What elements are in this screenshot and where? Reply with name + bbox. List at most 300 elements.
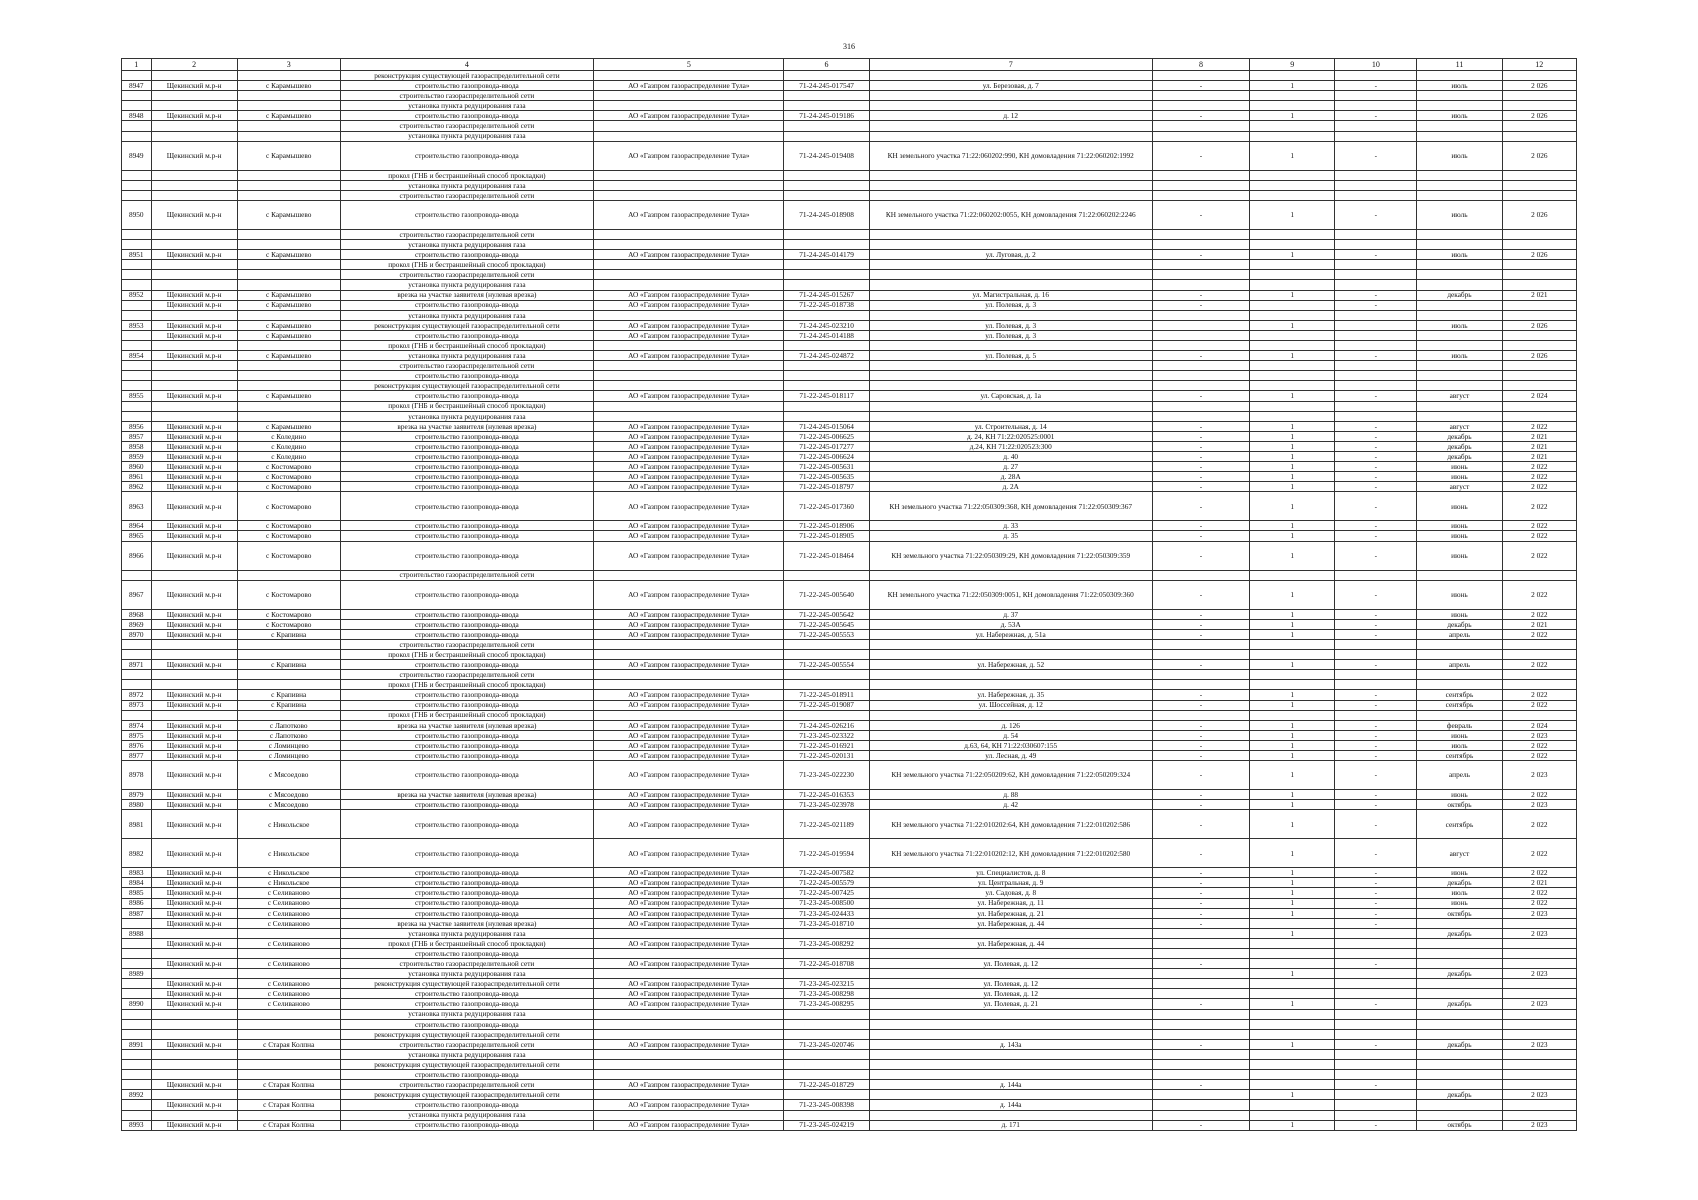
cell-col9: 1 (1250, 200, 1335, 229)
cell-month: февраль (1417, 720, 1502, 730)
cell-row-number: 8962 (122, 482, 152, 492)
cell-col10: - (1335, 800, 1417, 810)
cell-address: ул. Полевая, д. 12 (869, 959, 1152, 969)
cell-organization: АО «Газпром газораспределение Тула» (594, 1100, 784, 1110)
cell-organization: АО «Газпром газораспределение Тула» (594, 290, 784, 300)
cell-address: ул. Набережная, д. 21 (869, 908, 1152, 918)
cell-address: ул. Полевая, д. 12 (869, 979, 1152, 989)
cell-row-number: 8974 (122, 720, 152, 730)
cell-col8 (1152, 190, 1249, 200)
cell-organization (594, 361, 784, 371)
cell-col9: 1 (1250, 878, 1335, 888)
cell-settlement (237, 710, 340, 720)
cell-row-number: 8965 (122, 531, 152, 541)
cell-year (1502, 240, 1576, 250)
cell-month (1417, 71, 1502, 81)
cell-district (151, 280, 237, 290)
cell-settlement: с Карамышево (237, 421, 340, 431)
cell-district: Щекинский м.р-н (151, 472, 237, 482)
cell-month (1417, 1080, 1502, 1090)
cell-month: октябрь (1417, 908, 1502, 918)
cell-col8: - (1152, 452, 1249, 462)
cell-col10 (1335, 938, 1417, 948)
cell-address (869, 1110, 1152, 1120)
cell-application-number: 71-23-245-020746 (784, 1039, 869, 1049)
cell-work-type: строительство газопровода-ввода (340, 441, 594, 451)
cell-col8: - (1152, 300, 1249, 310)
cell-year: 2 022 (1502, 541, 1576, 570)
cell-application-number (784, 639, 869, 649)
cell-month: сентябрь (1417, 750, 1502, 760)
cell-application-number (784, 310, 869, 320)
cell-col8: - (1152, 730, 1249, 740)
cell-district: Щекинский м.р-н (151, 330, 237, 340)
cell-year (1502, 670, 1576, 680)
cell-address: ул. Набережная, д. 44 (869, 938, 1152, 948)
cell-application-number: 71-22-245-005635 (784, 472, 869, 482)
cell-month: август (1417, 839, 1502, 868)
cell-year (1502, 371, 1576, 381)
cell-district: Щекинский м.р-н (151, 300, 237, 310)
table-row (122, 240, 1577, 250)
cell-district: Щекинский м.р-н (151, 482, 237, 492)
cell-application-number (784, 1090, 869, 1100)
cell-settlement: с Костомарово (237, 609, 340, 619)
cell-col9 (1250, 190, 1335, 200)
cell-district (151, 570, 237, 580)
cell-col9 (1250, 270, 1335, 280)
cell-row-number: 8956 (122, 421, 152, 431)
cell-address: ул. Центральная, д. 9 (869, 878, 1152, 888)
cell-work-type: прокол (ГНБ и бестраншейный способ прокладки) (340, 340, 594, 350)
cell-col9 (1250, 1049, 1335, 1059)
cell-col8: - (1152, 492, 1249, 521)
cell-col9: 1 (1250, 720, 1335, 730)
cell-row-number: 8952 (122, 290, 152, 300)
cell-district: Щекинский м.р-н (151, 111, 237, 121)
cell-application-number: 71-24-245-015064 (784, 421, 869, 431)
cell-month (1417, 121, 1502, 131)
cell-district (151, 101, 237, 111)
cell-organization: АО «Газпром газораспределение Тула» (594, 959, 784, 969)
cell-row-number (122, 959, 152, 969)
cell-district (151, 1090, 237, 1100)
cell-col8: - (1152, 790, 1249, 800)
cell-work-type: строительство газопровода-ввода (340, 999, 594, 1009)
cell-work-type: строительство газопровода-ввода (340, 431, 594, 441)
cell-application-number (784, 949, 869, 959)
cell-address (869, 340, 1152, 350)
cell-month: июнь (1417, 868, 1502, 878)
cell-col8 (1152, 928, 1249, 938)
cell-year: 2 021 (1502, 290, 1576, 300)
cell-col8 (1152, 371, 1249, 381)
cell-month: декабрь (1417, 290, 1502, 300)
cell-month: июнь (1417, 730, 1502, 740)
cell-col10: - (1335, 761, 1417, 790)
table-row (122, 280, 1577, 290)
cell-year: 2 021 (1502, 878, 1576, 888)
cell-col10: - (1335, 111, 1417, 121)
cell-application-number (784, 1110, 869, 1120)
cell-col9 (1250, 180, 1335, 190)
cell-col10: - (1335, 472, 1417, 482)
cell-month (1417, 1110, 1502, 1120)
cell-row-number (122, 381, 152, 391)
cell-year: 2 024 (1502, 391, 1576, 401)
cell-organization: АО «Газпром газораспределение Тула» (594, 888, 784, 898)
cell-address (869, 570, 1152, 580)
cell-col10 (1335, 680, 1417, 690)
cell-year (1502, 710, 1576, 720)
cell-col10: - (1335, 660, 1417, 670)
cell-col10: - (1335, 580, 1417, 609)
cell-col8: - (1152, 391, 1249, 401)
cell-organization (594, 1019, 784, 1029)
cell-settlement: с Старая Колпна (237, 1080, 340, 1090)
cell-district: Щекинский м.р-н (151, 790, 237, 800)
table-row (122, 381, 1577, 391)
cell-col8 (1152, 260, 1249, 270)
cell-year (1502, 330, 1576, 340)
cell-row-number: 8959 (122, 452, 152, 462)
cell-settlement: с Костомарово (237, 482, 340, 492)
cell-col8: - (1152, 1039, 1249, 1049)
cell-work-type: прокол (ГНБ и бестраншейный способ прокладки) (340, 680, 594, 690)
cell-organization: АО «Газпром газораспределение Тула» (594, 690, 784, 700)
cell-row-number: 8960 (122, 462, 152, 472)
cell-address: КН земельного участка 71:22:050309:368, КН домовладения 71:22:050309:367 (869, 492, 1152, 521)
cell-organization: АО «Газпром газораспределение Тула» (594, 989, 784, 999)
cell-organization: АО «Газпром газораспределение Тула» (594, 482, 784, 492)
cell-application-number: 71-22-245-006625 (784, 431, 869, 441)
cell-col9 (1250, 361, 1335, 371)
cell-organization (594, 411, 784, 421)
cell-col8 (1152, 1100, 1249, 1110)
cell-col9: 1 (1250, 462, 1335, 472)
cell-application-number (784, 1029, 869, 1039)
cell-year: 2 022 (1502, 472, 1576, 482)
cell-year: 2 026 (1502, 320, 1576, 330)
table-row (122, 888, 1577, 898)
cell-year: 2 026 (1502, 141, 1576, 170)
cell-district: Щекинский м.р-н (151, 492, 237, 521)
cell-year (1502, 938, 1576, 948)
cell-col10: - (1335, 300, 1417, 310)
cell-address (869, 371, 1152, 381)
cell-col8 (1152, 710, 1249, 720)
cell-col8 (1152, 401, 1249, 411)
cell-application-number: 71-22-245-017360 (784, 492, 869, 521)
cell-col8: - (1152, 750, 1249, 760)
cell-col10 (1335, 1029, 1417, 1039)
cell-col10 (1335, 131, 1417, 141)
cell-address (869, 1009, 1152, 1019)
cell-address (869, 401, 1152, 411)
cell-year: 2 022 (1502, 898, 1576, 908)
cell-organization: АО «Газпром газораспределение Тула» (594, 330, 784, 340)
cell-district (151, 180, 237, 190)
cell-month: апрель (1417, 660, 1502, 670)
cell-col9: 1 (1250, 421, 1335, 431)
cell-address (869, 101, 1152, 111)
cell-settlement (237, 639, 340, 649)
cell-col10: - (1335, 908, 1417, 918)
cell-address (869, 170, 1152, 180)
cell-col8 (1152, 1070, 1249, 1080)
cell-application-number: 71-24-245-015267 (784, 290, 869, 300)
cell-address: ул. Полевая, д. 5 (869, 351, 1152, 361)
cell-col9: 1 (1250, 250, 1335, 260)
cell-organization: АО «Газпром газораспределение Тула» (594, 300, 784, 310)
cell-application-number: 71-22-245-016353 (784, 790, 869, 800)
cell-row-number (122, 229, 152, 239)
cell-col10 (1335, 121, 1417, 131)
cell-district: Щекинский м.р-н (151, 938, 237, 948)
cell-col9 (1250, 411, 1335, 421)
cell-application-number: 71-23-245-018710 (784, 918, 869, 928)
cell-address: ул. Полевая, д. 3 (869, 320, 1152, 330)
cell-organization (594, 1009, 784, 1019)
cell-application-number: 71-23-245-008298 (784, 989, 869, 999)
cell-row-number: 8949 (122, 141, 152, 170)
table-row (122, 81, 1577, 91)
cell-district: Щекинский м.р-н (151, 750, 237, 760)
cell-month (1417, 670, 1502, 680)
cell-col10 (1335, 979, 1417, 989)
cell-organization: АО «Газпром газораспределение Тула» (594, 441, 784, 451)
cell-col9 (1250, 71, 1335, 81)
cell-application-number: 71-22-245-016921 (784, 740, 869, 750)
cell-district: Щекинский м.р-н (151, 979, 237, 989)
cell-row-number (122, 71, 152, 81)
cell-col9: 1 (1250, 609, 1335, 619)
cell-col9 (1250, 1100, 1335, 1110)
column-header: 6 (784, 59, 869, 71)
table-row (122, 310, 1577, 320)
cell-col9 (1250, 371, 1335, 381)
cell-row-number (122, 131, 152, 141)
cell-work-type: строительство газопровода-ввода (340, 888, 594, 898)
cell-settlement: с Никольское (237, 839, 340, 868)
cell-address: КН земельного участка 71:22:010202:64, КН домовладения 71:22:010202:586 (869, 810, 1152, 839)
cell-settlement (237, 180, 340, 190)
cell-settlement (237, 949, 340, 959)
cell-col10 (1335, 570, 1417, 580)
cell-work-type: строительство газопровода-ввода (340, 839, 594, 868)
cell-year: 2 023 (1502, 1090, 1576, 1100)
cell-month: июнь (1417, 541, 1502, 570)
cell-col8: - (1152, 700, 1249, 710)
cell-application-number: 71-22-245-020131 (784, 750, 869, 760)
cell-district (151, 340, 237, 350)
cell-year (1502, 1049, 1576, 1059)
cell-address: ул. Полевая, д. 12 (869, 989, 1152, 999)
cell-address: ул. Набережная, д. 51а (869, 629, 1152, 639)
cell-col9: 1 (1250, 839, 1335, 868)
cell-year: 2 022 (1502, 482, 1576, 492)
cell-district (151, 371, 237, 381)
cell-col10: - (1335, 421, 1417, 431)
cell-work-type: установка пункта редуцирования газа (340, 1049, 594, 1059)
cell-address: д. 33 (869, 521, 1152, 531)
cell-district: Щекинский м.р-н (151, 868, 237, 878)
table-row (122, 629, 1577, 639)
cell-row-number (122, 639, 152, 649)
cell-col9 (1250, 989, 1335, 999)
table-row (122, 1120, 1577, 1130)
cell-col10: - (1335, 351, 1417, 361)
cell-address: д. 27 (869, 462, 1152, 472)
cell-year (1502, 170, 1576, 180)
cell-application-number: 71-23-245-022230 (784, 761, 869, 790)
table-row (122, 111, 1577, 121)
cell-address: КН земельного участка 71:22:060202:990, КН домовладения 71:22:060202:1992 (869, 141, 1152, 170)
cell-col9 (1250, 101, 1335, 111)
cell-organization (594, 131, 784, 141)
cell-col8: - (1152, 351, 1249, 361)
cell-col8 (1152, 1019, 1249, 1029)
cell-col8 (1152, 361, 1249, 371)
cell-col8 (1152, 240, 1249, 250)
cell-work-type: установка пункта редуцирования газа (340, 280, 594, 290)
cell-organization: АО «Газпром газораспределение Тула» (594, 250, 784, 260)
cell-month (1417, 381, 1502, 391)
table-row (122, 200, 1577, 229)
cell-year: 2 021 (1502, 619, 1576, 629)
cell-year (1502, 381, 1576, 391)
cell-month (1417, 300, 1502, 310)
cell-row-number (122, 570, 152, 580)
cell-year: 2 023 (1502, 999, 1576, 1009)
cell-district: Щекинский м.р-н (151, 580, 237, 609)
cell-settlement: с Селиваново (237, 888, 340, 898)
cell-year: 2 022 (1502, 629, 1576, 639)
cell-col8 (1152, 71, 1249, 81)
cell-address: д. 88 (869, 790, 1152, 800)
cell-row-number: 8971 (122, 660, 152, 670)
cell-work-type: строительство газораспределительной сети (340, 190, 594, 200)
cell-year (1502, 411, 1576, 421)
cell-settlement: с Селиваново (237, 938, 340, 948)
table-row (122, 260, 1577, 270)
cell-col9 (1250, 938, 1335, 948)
cell-application-number (784, 260, 869, 270)
cell-row-number (122, 330, 152, 340)
cell-address (869, 1090, 1152, 1100)
cell-year (1502, 280, 1576, 290)
cell-application-number: 71-24-245-017547 (784, 81, 869, 91)
table-row (122, 141, 1577, 170)
cell-col8: - (1152, 999, 1249, 1009)
cell-year (1502, 401, 1576, 411)
cell-organization: АО «Газпром газораспределение Тула» (594, 472, 784, 482)
cell-district: Щекинский м.р-н (151, 999, 237, 1009)
cell-col8: - (1152, 462, 1249, 472)
cell-year (1502, 639, 1576, 649)
cell-organization: АО «Газпром газораспределение Тула» (594, 790, 784, 800)
cell-work-type: строительство газопровода-ввода (340, 472, 594, 482)
cell-year: 2 023 (1502, 761, 1576, 790)
cell-col10: - (1335, 878, 1417, 888)
cell-work-type: врезка на участке заявителя (нулевая врезка) (340, 421, 594, 431)
cell-work-type: прокол (ГНБ и бестраншейный способ прокладки) (340, 170, 594, 180)
table-row (122, 1049, 1577, 1059)
cell-row-number: 8950 (122, 200, 152, 229)
cell-year: 2 022 (1502, 521, 1576, 531)
cell-district: Щекинский м.р-н (151, 462, 237, 472)
cell-year: 2 023 (1502, 908, 1576, 918)
cell-organization: АО «Газпром газораспределение Тула» (594, 391, 784, 401)
cell-address (869, 229, 1152, 239)
cell-col8: - (1152, 111, 1249, 121)
cell-organization: АО «Газпром газораспределение Тула» (594, 878, 784, 888)
cell-year: 2 022 (1502, 750, 1576, 760)
table-row (122, 1100, 1577, 1110)
cell-col10 (1335, 381, 1417, 391)
table-row (122, 131, 1577, 141)
cell-month: июль (1417, 200, 1502, 229)
cell-month (1417, 938, 1502, 948)
cell-settlement: с Карамышево (237, 320, 340, 330)
cell-col8: - (1152, 690, 1249, 700)
table-row (122, 959, 1577, 969)
cell-address (869, 71, 1152, 81)
cell-col8 (1152, 639, 1249, 649)
cell-col10 (1335, 91, 1417, 101)
cell-month (1417, 989, 1502, 999)
cell-district: Щекинский м.р-н (151, 918, 237, 928)
cell-work-type: строительство газопровода-ввода (340, 141, 594, 170)
cell-work-type: строительство газопровода-ввода (340, 371, 594, 381)
cell-work-type: врезка на участке заявителя (нулевая врезка) (340, 290, 594, 300)
cell-organization: АО «Газпром газораспределение Тула» (594, 320, 784, 330)
cell-address (869, 121, 1152, 131)
cell-organization: АО «Газпром газораспределение Тула» (594, 141, 784, 170)
cell-settlement: с Селиваново (237, 959, 340, 969)
cell-district (151, 310, 237, 320)
cell-row-number: 8957 (122, 431, 152, 441)
cell-organization (594, 1029, 784, 1039)
table-row (122, 810, 1577, 839)
cell-month: декабрь (1417, 999, 1502, 1009)
cell-col9 (1250, 1060, 1335, 1070)
cell-year: 2 022 (1502, 531, 1576, 541)
cell-month (1417, 411, 1502, 421)
cell-work-type: установка пункта редуцирования газа (340, 310, 594, 320)
cell-settlement: с Селиваново (237, 908, 340, 918)
cell-row-number: 8981 (122, 810, 152, 839)
cell-work-type: строительство газопровода-ввода (340, 730, 594, 740)
cell-col10: - (1335, 740, 1417, 750)
cell-work-type: установка пункта редуцирования газа (340, 411, 594, 421)
cell-year (1502, 650, 1576, 660)
cell-year (1502, 229, 1576, 239)
table-row (122, 340, 1577, 350)
cell-settlement (237, 680, 340, 690)
cell-district (151, 71, 237, 81)
cell-work-type: строительство газораспределительной сети (340, 361, 594, 371)
cell-col9: 1 (1250, 999, 1335, 1009)
cell-work-type: строительство газопровода-ввода (340, 330, 594, 340)
cell-year: 2 026 (1502, 250, 1576, 260)
cell-work-type: строительство газораспределительной сети (340, 670, 594, 680)
cell-settlement: с Коледино (237, 441, 340, 451)
column-header: 5 (594, 59, 784, 71)
cell-settlement: с Карамышево (237, 81, 340, 91)
cell-work-type: строительство газораспределительной сети (340, 1039, 594, 1049)
cell-address: ул. Садовая, д. 8 (869, 888, 1152, 898)
